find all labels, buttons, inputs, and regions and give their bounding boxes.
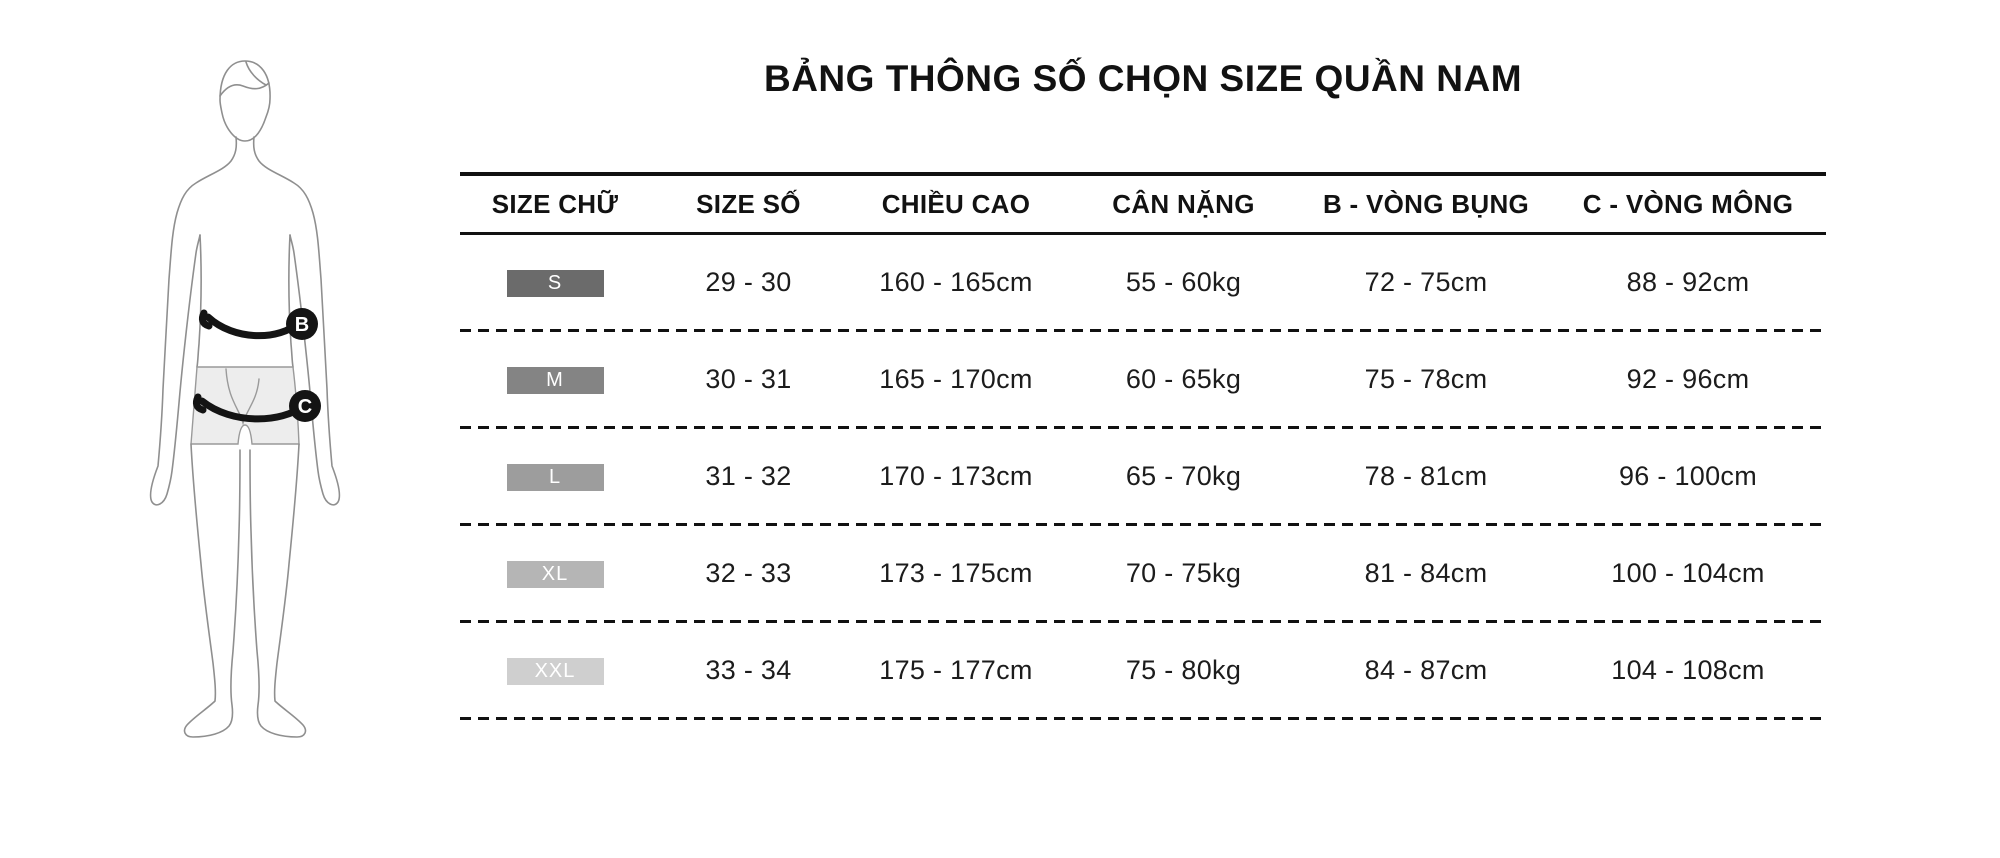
cell-size-so: 33 - 34 [705, 654, 792, 685]
cell-vong-mong: 92 - 96cm [1626, 363, 1750, 394]
table-header-row [460, 176, 1826, 232]
col-header-size-chu: SIZE CHỮ [491, 188, 619, 219]
left-leg-outline [185, 444, 240, 737]
cell-vong-bung: 72 - 75cm [1364, 266, 1488, 297]
col-header-chieu-cao: CHIỀU CAO [881, 188, 1031, 219]
col-header-vong-bung: B - VÒNG BỤNG [1322, 188, 1530, 219]
male-body-figure [140, 52, 390, 758]
marker-c-label: C [297, 396, 313, 418]
cell-chieu-cao: 170 - 173cm [879, 460, 1033, 491]
cell-size-chu [460, 267, 650, 298]
cell-vong-mong: 104 - 108cm [1611, 654, 1765, 685]
cell-size-chu [460, 655, 650, 686]
cell-vong-mong: 100 - 104cm [1611, 557, 1765, 588]
table-row [460, 332, 1826, 426]
cell-size-chu [460, 558, 650, 589]
size-table [460, 172, 1826, 720]
torso-right-line [289, 235, 293, 367]
cell-can-nang: 65 - 70kg [1125, 460, 1242, 491]
cell-size-so: 30 - 31 [705, 363, 792, 394]
size-badge: L [507, 464, 604, 491]
table-body [460, 235, 1826, 720]
page-title: BẢNG THÔNG SỐ CHỌN SIZE QUẦN NAM [763, 58, 1523, 99]
head-outline [220, 61, 270, 141]
table-row [460, 623, 1826, 717]
row-divider [460, 717, 1826, 720]
table-row [460, 429, 1826, 523]
cell-chieu-cao: 173 - 175cm [879, 557, 1033, 588]
table-row [460, 526, 1826, 620]
marker-b-label: B [294, 314, 310, 336]
col-header-can-nang: CÂN NẶNG [1112, 188, 1255, 219]
size-badge: S [507, 270, 604, 297]
cell-size-so: 31 - 32 [705, 460, 792, 491]
size-badge: M [507, 367, 604, 394]
size-badge: XL [507, 561, 604, 588]
cell-vong-bung: 84 - 87cm [1364, 654, 1488, 685]
right-leg-outline [250, 444, 305, 737]
table-row [460, 235, 1826, 329]
cell-size-chu [460, 364, 650, 395]
cell-size-chu [460, 461, 650, 492]
cell-can-nang: 75 - 80kg [1125, 654, 1242, 685]
body-left-outline [151, 137, 237, 505]
cell-size-so: 32 - 33 [705, 557, 792, 588]
cell-vong-mong: 88 - 92cm [1626, 266, 1750, 297]
cell-vong-bung: 75 - 78cm [1364, 363, 1488, 394]
male-silhouette-illustration [140, 52, 390, 758]
torso-left-line [197, 235, 201, 367]
cell-can-nang: 70 - 75kg [1125, 557, 1242, 588]
cell-chieu-cao: 175 - 177cm [879, 654, 1033, 685]
col-header-vong-mong: C - VÒNG MÔNG [1582, 188, 1794, 219]
cell-can-nang: 60 - 65kg [1125, 363, 1242, 394]
cell-vong-mong: 96 - 100cm [1618, 460, 1758, 491]
cell-size-so: 29 - 30 [705, 266, 792, 297]
cell-can-nang: 55 - 60kg [1125, 266, 1242, 297]
col-header-size-so: SIZE SỐ [696, 188, 801, 219]
cell-vong-bung: 78 - 81cm [1364, 460, 1488, 491]
cell-chieu-cao: 165 - 170cm [879, 363, 1033, 394]
size-badge: XXL [507, 658, 604, 685]
cell-vong-bung: 81 - 84cm [1364, 557, 1488, 588]
cell-chieu-cao: 160 - 165cm [879, 266, 1033, 297]
